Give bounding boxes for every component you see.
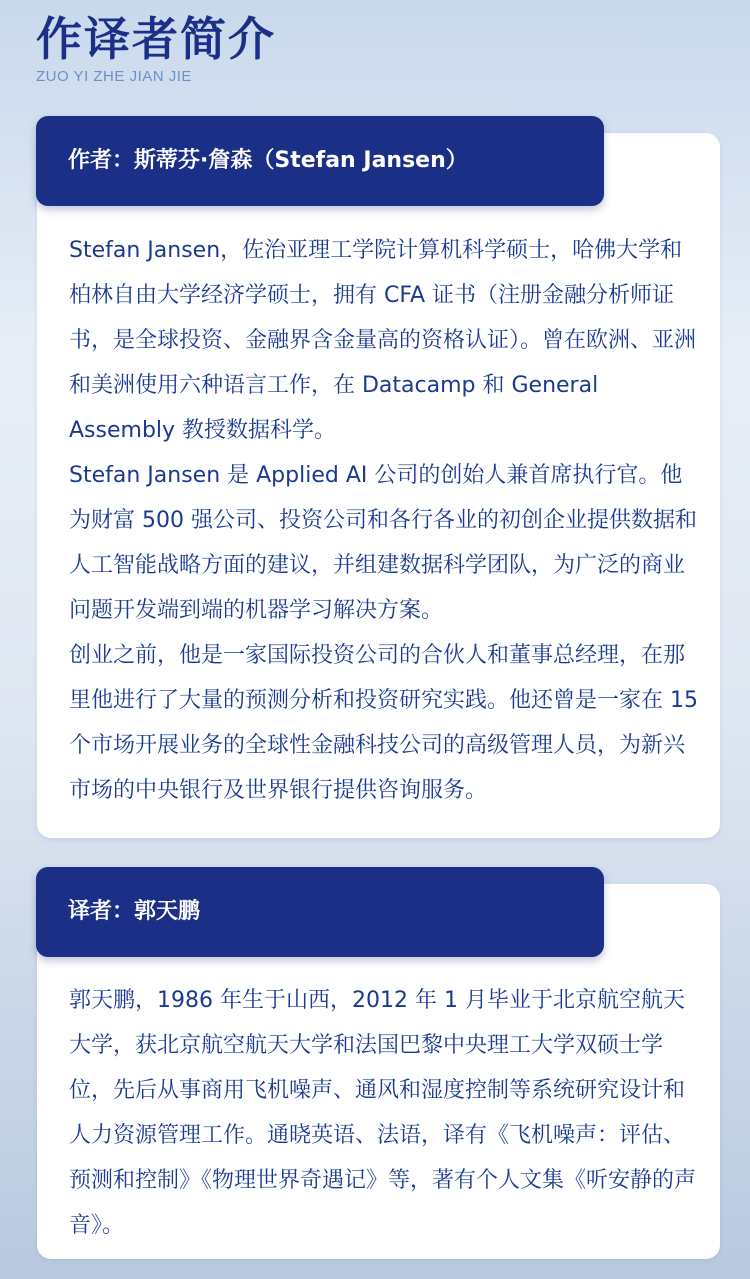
- author-bio-paragraph: Stefan Jansen 是 Applied AI 公司的创始人兼首席执行官。他为财富 500 强公司、投资公司和各行各业的初创企业提供数据和人工智能战略方面的建议，并组建数据科学团队，为广泛的商业问题开发端到端的机器学习解决方案。: [69, 463, 697, 623]
- page-header: [36, 10, 276, 85]
- translator-heading: 译者：郭天鹏: [36, 867, 604, 957]
- author-heading: 作者：斯蒂芬·詹森（Stefan Jansen）: [36, 116, 604, 206]
- page-subtitle: ZUO YI ZHE JIAN JIE: [36, 68, 192, 85]
- page-title: 作译者简介: [36, 12, 276, 66]
- translator-bio: [69, 978, 699, 1248]
- translator-bio-paragraph: 郭天鹏，1986 年生于山西，2012 年 1 月毕业于北京航空航天大学，获北京航空航天大学和法国巴黎中央理工大学双硕士学位，先后从事商用飞机噪声、通风和湿度控制等系统研究设计和人力资源管理工作。通晓英语、法语，译有《飞机噪声：评估、预测和控制》《物理世界奇遇记》等，著有个人文集《听安静的声音》。: [69, 988, 697, 1238]
- author-bio-paragraph: 创业之前，他是一家国际投资公司的合伙人和董事总经理，在那里他进行了大量的预测分析和投资研究实践。他还曾是一家在 15 个市场开展业务的全球性金融科技公司的高级管理人员，为新兴市场的中央银行及世界银行提供咨询服务。: [69, 643, 698, 803]
- author-bio: [69, 228, 699, 813]
- author-bio-paragraph: Stefan Jansen，佐治亚理工学院计算机科学硕士，哈佛大学和柏林自由大学经济学硕士，拥有 CFA 证书（注册金融分析师证书，是全球投资、金融界含金量高的资格认证）。曾在欧洲、亚洲和美洲使用六种语言工作，在 Datacamp 和 General Assembly 教授数据科学。: [69, 238, 697, 443]
